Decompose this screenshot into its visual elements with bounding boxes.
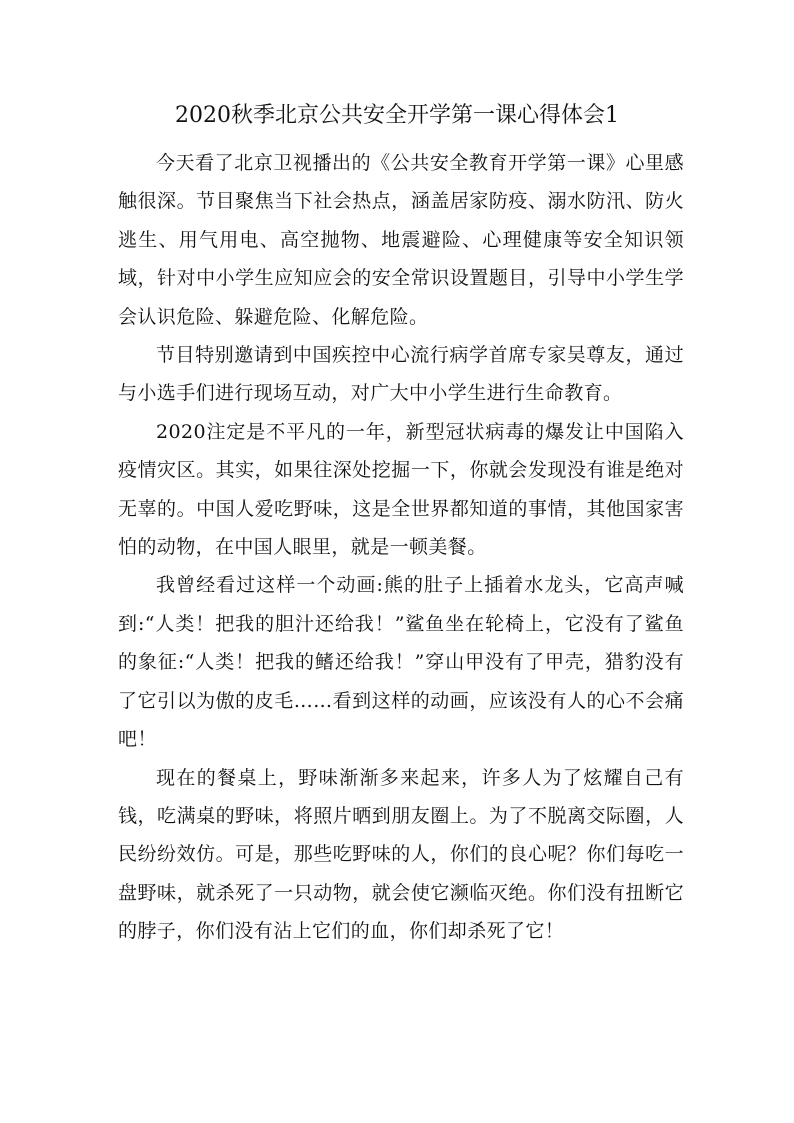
paragraph-1: 今天看了北京卫视播出的《公共安全教育开学第一课》心里感触很深。节目聚焦当下社会热点，涵盖居家防疫、溺水防汛、防火逃生、用气用电、高空抛物、地震避险、心理健康等安全知识领域，针对中小学生应知应会的安全常识设置题目，引导中小学生学会认识危险、躲避危险、化解危险。 — [118, 152, 684, 328]
paragraph-2: 节目特别邀请到中国疾控中心流行病学首席专家吴尊友，通过与小选手们进行现场互动，对广大中小学生进行生命教育。 — [118, 344, 684, 405]
document-body — [118, 144, 684, 951]
paragraph-5: 现在的餐桌上，野味渐渐多来起来，许多人为了炫耀自己有钱，吃满桌的野味，将照片晒到朋友圈上。为了不脱离交际圈，人民纷纷效仿。可是，那些吃野味的人，你们的良心呢？你们每吃一盘野味，就杀死了一只动物，就会使它濒临灭绝。你们没有扭断它的脖子，你们没有沾上它们的血，你们却杀死了它！ — [118, 766, 684, 943]
paragraph-3: 2020注定是不平凡的一年，新型冠状病毒的爆发让中国陷入疫情灾区。其实，如果往深处挖掘一下，你就会发现没有谁是绝对无辜的。中国人爱吃野味，这是全世界都知道的事情，其他国家害怕的动物，在中国人眼里，就是一顿美餐。 — [118, 420, 684, 559]
document-title: 2020秋季北京公共安全开学第一课心得体会1 — [175, 103, 619, 128]
paragraph-4: 我曾经看过这样一个动画:熊的肚子上插着水龙头，它高声喊到:“人类！把我的胆汁还给我！”鲨鱼坐在轮椅上，它没有了鲨鱼的象征:“人类！把我的鳍还给我！”穿山甲没有了甲壳，猎豹没有了它引以为傲的皮毛……看到这样的动画，应该没有人的心不会痛吧！ — [118, 574, 684, 751]
